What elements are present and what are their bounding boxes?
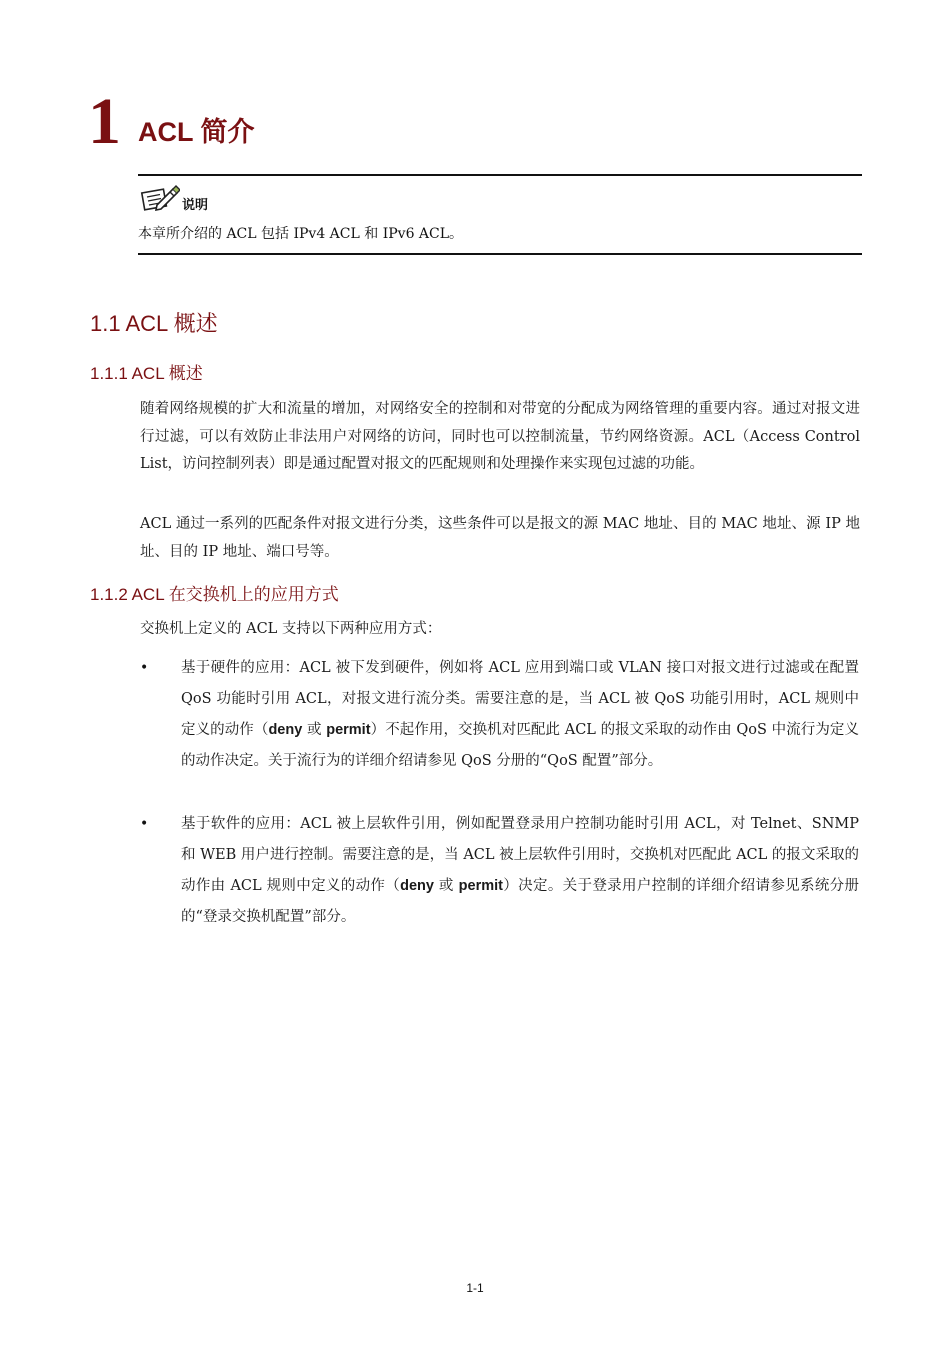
note-top-rule [138, 174, 862, 176]
section-heading-1-1-1: 1.1.1 ACL 概述 [90, 364, 203, 383]
bullet-text: 或 [302, 722, 327, 738]
section-heading-1-1: 1.1 ACL 概述 [90, 311, 218, 336]
overview-paragraph-1: 随着网络规模的扩大和流量的增加，对网络安全的控制和对带宽的分配成为网络管理的重要内容。通过对报文进行过滤，可以有效防止非法用户对网络的访问，同时也可以控制流量，节约网络资源。ACL（Access Control List，访问控制列表）即是通过配置对报文的匹配规则和处理操作来实现包过滤的功能。 [140, 401, 860, 472]
bullet-text: 或 [433, 878, 459, 894]
bullet-marker: • [140, 816, 149, 832]
overview-paragraph-2: ACL 通过一系列的匹配条件对报文进行分类，这些条件可以是报文的源 MAC 地址、目的 MAC 地址、源 IP 地址、目的 IP 地址、端口号等。 [140, 516, 860, 560]
note-label: 说明 [182, 197, 209, 212]
keyword-permit: permit [458, 878, 503, 894]
keyword-deny: deny [400, 878, 434, 894]
bullet-hardware-application [181, 653, 859, 777]
chapter-title: ACL 简介 [138, 117, 255, 147]
chapter-number: 1 [88, 85, 121, 158]
bullet-text: ）决定。关于登录用户控制的详细介绍请参见系统分册的“登录交换机配置”部分。 [181, 878, 860, 925]
bullet-text: 基于软件的应用：ACL 被上层软件引用，例如配置登录用户控制功能时引用 ACL，对 Telnet、SNMP 和 WEB 用户进行控制。需要注意的是，当 ACL 被上层软件引用时，交换机对匹配此 ACL 的报文采取的动作由 ACL 规则中定义的动作（ [181, 816, 859, 894]
bullet-marker: • [140, 660, 149, 676]
page-number: 1-1 [466, 1281, 484, 1295]
keyword-permit: permit [326, 722, 371, 738]
bullet-text: 基于硬件的应用：ACL 被下发到硬件，例如将 ACL 应用到端口或 VLAN 接口对报文进行过滤或在配置 QoS 功能时引用 ACL，对报文进行流分类。需要注意的是，当 ACL 被 QoS 功能引用时，ACL 规则中定义的动作（ [181, 660, 859, 738]
bullet-software-application [181, 809, 859, 933]
note-bottom-rule [138, 253, 862, 255]
application-intro: 交换机上定义的 ACL 支持以下两种应用方式： [140, 621, 442, 637]
note-pencil-icon [140, 183, 180, 213]
section-heading-1-1-2: 1.1.2 ACL 在交换机上的应用方式 [90, 585, 339, 604]
note-text: 本章所介绍的 ACL 包括 IPv4 ACL 和 IPv6 ACL。 [138, 226, 464, 242]
keyword-deny: deny [268, 722, 303, 738]
bullet-text: ）不起作用，交换机对匹配此 ACL 的报文采取的动作由 QoS 中流行为定义的动作决定。关于流行为的详细介绍请参见 QoS 分册的“QoS 配置”部分。 [181, 722, 860, 769]
